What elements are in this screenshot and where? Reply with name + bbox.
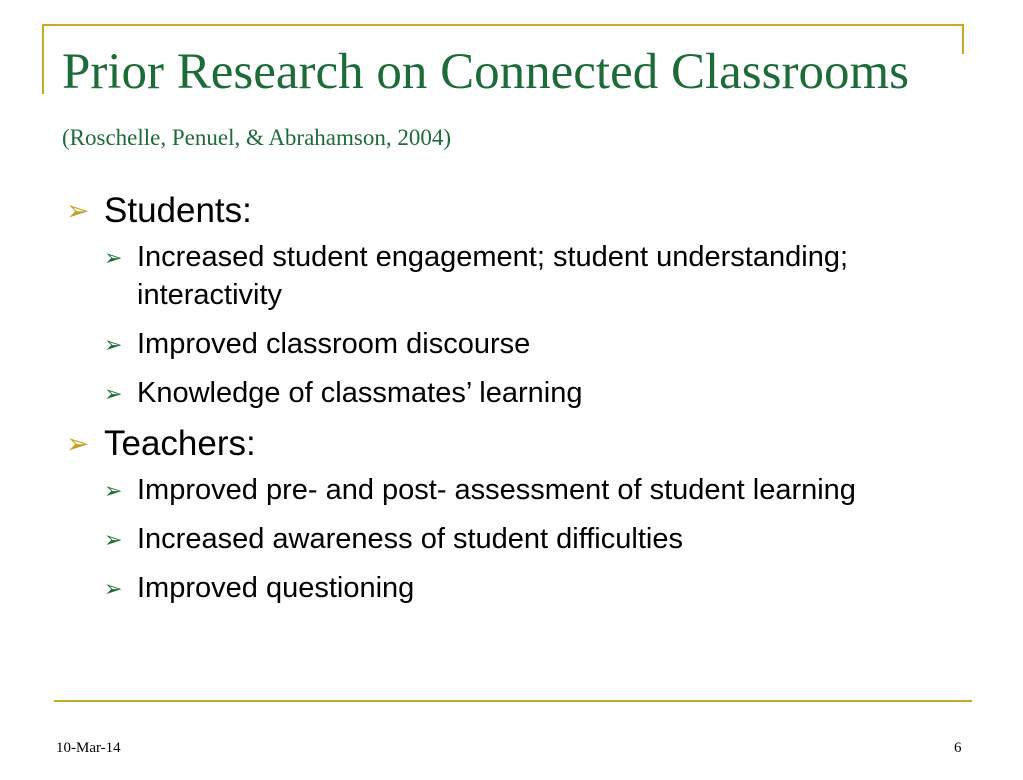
slide-title-text: Prior Research on Connected Classrooms <box>62 44 910 100</box>
frame-top-line <box>42 24 964 26</box>
section-students <box>66 190 946 232</box>
arrow-bullet-icon: ➢ <box>104 576 123 601</box>
page-number: 6 <box>954 740 962 756</box>
list-item-text: Improved questioning <box>137 572 415 604</box>
list-item-text: Increased awareness of student difficulties <box>137 523 683 555</box>
list-item <box>100 238 946 314</box>
list-item-text: Increased student engagement; student understanding; interactivity <box>137 241 849 311</box>
list-item <box>100 374 946 412</box>
arrow-bullet-icon: ➢ <box>104 478 123 503</box>
section-teachers <box>66 423 946 465</box>
section-heading: Teachers: <box>104 424 256 463</box>
arrow-bullet-icon: ➢ <box>66 195 90 226</box>
students-items <box>100 238 946 412</box>
list-item <box>100 471 946 509</box>
arrow-bullet-icon: ➢ <box>104 245 123 270</box>
list-item-text: Improved pre- and post- assessment of student learning <box>137 474 856 506</box>
list-item <box>100 520 946 558</box>
list-item <box>100 325 946 363</box>
arrow-bullet-icon: ➢ <box>66 428 90 459</box>
arrow-bullet-icon: ➢ <box>104 527 123 552</box>
frame-left-line <box>42 24 44 94</box>
section-heading: Students: <box>104 191 252 230</box>
slide-title <box>62 44 962 166</box>
title-citation: (Roschelle, Penuel, & Abrahamson, 2004) <box>62 125 452 150</box>
bullet-list <box>66 190 946 618</box>
arrow-bullet-icon: ➢ <box>104 332 123 357</box>
frame-right-line <box>962 24 964 54</box>
list-item <box>100 569 946 607</box>
list-item-text: Knowledge of classmates’ learning <box>137 377 583 409</box>
list-item-text: Improved classroom discourse <box>137 328 531 360</box>
footer-date: 10-Mar-14 <box>56 740 121 756</box>
footer-divider <box>54 700 972 702</box>
teachers-items <box>100 471 946 607</box>
arrow-bullet-icon: ➢ <box>104 381 123 406</box>
